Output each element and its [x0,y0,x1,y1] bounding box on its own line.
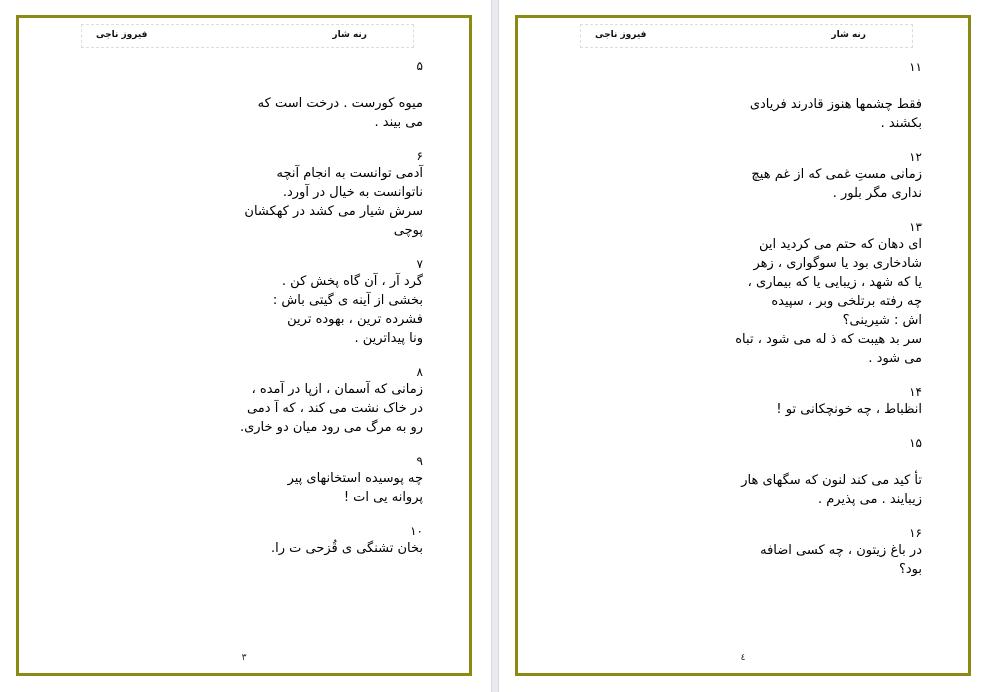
poem-13 [692,219,922,368]
page-content [692,59,922,579]
poem-number: ١٣ [909,220,922,234]
poem-9 [193,453,423,507]
poem-line: بخشی از آینه ی گیتی باش : [272,293,423,308]
poem-line: بخان تشنگی ی قُزحی ت را. [270,541,423,556]
poem-line: ناتوانست به خیال در آورد. [282,185,423,200]
poem-7 [193,256,423,348]
poem-5 [193,58,423,132]
poem-line: اش : شیرینی؟ [842,313,922,328]
poem-line: شادخاری بود یا سوگواری ، زهر [753,256,922,271]
header-author: فیروز ناجی [595,30,647,40]
poem-line: بکشند . [880,116,922,131]
poem-number: ١٠ [410,524,423,538]
poem-number: ١٢ [909,150,922,164]
poem-line: زمانی که آسمان ، ازپا در آمده ، [251,382,423,397]
poem-line: پروانه یی ات ! [343,490,423,505]
page-header [81,24,414,48]
poem-line: در خاک نشت می کند ، که آ دمی [246,401,423,416]
poem-line: سرش شیار می کشد در کهکشان [244,204,423,219]
header-title: رنه شار [332,30,367,40]
poem-11 [692,59,922,133]
page-number: ٣ [241,653,247,663]
poem-number: ١۵ [909,436,922,450]
poem-line: سر بد هیبت که ذ له می شود ، تباه [735,332,922,347]
poem-line: انظباط ، چه خونچکانی تو ! [776,402,922,417]
poem-number: ١١ [909,60,922,74]
poem-number: ۵ [416,59,423,73]
page-number: ٤ [740,653,746,663]
poem-line: ای دهان که حتم می کردید این [758,237,922,252]
poem-line: تأ کید می کند لنون که سگهای هار [741,473,922,488]
poem-line: آدمی توانست به انجام آنچه [276,166,423,181]
poem-6 [193,148,423,240]
poem-line: گرد آر ، آن گاه پخش کن . [281,274,423,289]
poem-16 [692,525,922,579]
poem-line: زیبایند . می پذیرم . [817,492,922,507]
poem-10 [193,523,423,558]
poem-12 [692,149,922,203]
poem-15 [692,435,922,509]
poem-line: میوه کورست . درخت است که [257,96,423,111]
poem-number: ٩ [416,454,423,468]
poem-line: زمانی مستِ غمی که از غم هیچ [751,167,922,182]
poem-line: چه رفته برتلخی وبر ، سپیده [771,294,922,309]
poem-line: می شود . [868,351,922,366]
poem-number: ٨ [416,365,423,379]
poem-number: ۶ [416,149,423,163]
poem-number: ٧ [416,257,423,271]
poem-line: نداری مگر بلور . [832,186,922,201]
header-author: فیروز ناجی [96,30,148,40]
poem-14 [692,384,922,419]
poem-line: ونا پیداترین . [354,331,423,346]
page-content [193,58,423,558]
poem-line: فقط چشمها هنوز قادرند فریادی [749,97,922,112]
poem-line: بود؟ [898,562,922,577]
page-4 [515,15,971,676]
page-header [580,24,913,48]
poem-line: در باغ زیتون ، چه کسی اضافه [760,543,922,558]
poem-8 [193,364,423,437]
poem-line: پوچی [393,223,423,238]
poem-line: یا که شهد ، زیبایی یا که بیماری ، [747,275,922,290]
poem-line: چه پوسیده استخانهای پیر [287,471,423,486]
poem-line: فشرده ترین ، بهوده ترین [287,312,423,327]
page-divider [491,0,499,692]
page-3 [16,15,472,676]
poem-number: ١۶ [909,526,922,540]
poem-line: رو به مرگ می رود میان دو خاری. [239,420,423,435]
header-title: رنه شار [831,30,866,40]
poem-line: می بیند . [374,115,423,130]
poem-number: ١۴ [909,385,922,399]
